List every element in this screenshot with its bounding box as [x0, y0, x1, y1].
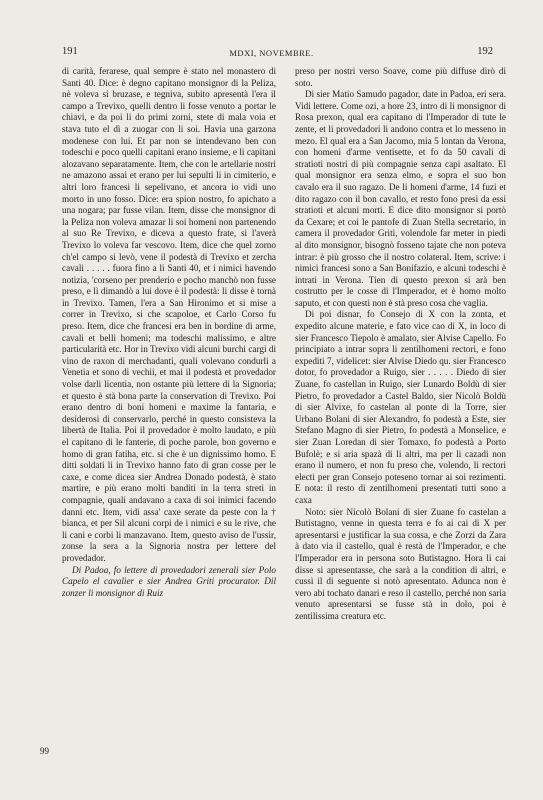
- right-paragraph-1: preso per nostri verso Soave, come più diffuse dirò di soto.: [295, 66, 506, 88]
- left-paragraph-2: Di Padoa, fo lettere di provedadori zenerali sier Polo Capelo el cavalier e sier Andrea Griti procurator. Dil zonzer li monsignor di Ruiz: [62, 564, 276, 598]
- running-title: MDXI, NOVEMBRE.: [229, 48, 314, 58]
- right-paragraph-3: Di poi disnar, fo Consejo di X con la zonta, et expedito alcune materie, e fato vice cao di X, in loco di sier Francesco Tiepolo è amalato, sier Alvise Capello. Fo principiato a intrar sopra li zentilhomeni rectori, e fono expediti 7, videlicet: sier Alvise Diedo qu. sier Francesco dotor, fo provedador a Ruigo, sier . . . . . Diedo di sier Zuane, fo castellan in Ruigo, sier Lunardo Boldù di sier Pietro, fo provedador a Castel Baldo, sier Nicolò Boldù di sier Alvixe, fo castelan al ponte di la Torre, sier Urbano Bolani di sier Alexandro, fo podestà a Este, sier Stefano Magno di sier Pietro, fo podestà a Monselice, e sier Zuan Loredan di sier Tomaxo, fo podestà a Porto Bufolè; e si aria spazà di li altri, ma per li cazadi non erano il numero, et non fu preso che, volendo, li rectori electi per gran Consejo poteseno tornar ai soi rezimenti. E nota: il resto di zentilhomeni presentati tutti sono a caxa: [295, 309, 506, 505]
- right-paragraph-2: Di sier Matio Samudo pagador, date in Padoa, eri sera. Vidi lettere. Come ozi, a hore 23, intro di li monsignor di Rosa prexon, qual era capitano di l'Imperador di tute le zente, et li provedadori li andono contra et lo messeno in mezo. El qual era a San Jacomo, mia 5 lontan da Verona, con homeni d'arme ventisette, et fo da 50 cavali di stratioti nostri di più compagnie senza capi asaltato. El qual monsignor era senza elmo, e sopra el suo bon cavalo era il suo ragazo. De li homeni d'arme, 14 fuzi et dito ragazo con il bon cavallo, et resto fono presi da essi stratioti et alcuni morti. E dice dito monsignor si portò da Cexare; et coi le pantofe di Zuan Stella secretario, in camera il provedador Griti, volendole far meter in piedi al dito monsignor, bisognò fosseno tajate che non poteva intrar: è più grosso che il nostro colateral. Item, scrive: i nimici francesi sono a San Bonifazio, e alcuni todeschi è intrati in Verona. Tien di questo prexon si arà ben costrutto per le cosse di l'Imperador, et è homo molto saputo, et con questi non è stà preso cosa che vaglia.: [295, 89, 506, 308]
- right-column: [295, 66, 506, 623]
- page-header: [40, 46, 503, 62]
- margin-line-number: 99: [40, 746, 49, 756]
- left-paragraph-1: di carità, ferarese, qual sempre è stato nel monastero di Santi 40. Dice: è degno capitano monsignor di la Peliza, nè voleva si bruzase, e tegniva, subito apresentà l'era il campo a Trevixo, quelli dentro li fosse venuto a portar le chiavi, e da poi li do primi zorni, stete di mala voia et stava tuto el dì a zuogar con li soi. Havia una garzona modenese con lui. Et par non se intendevano ben con todeschi e poco quelli capitani erano insieme, e li capitani alozavano separatamente. Item, che con le artellarie nostri ne amazono assai et erano per lui sepulti li in cimiterio, e altri loro francesi li sepelivano, et ancora io vidi uno morto in uno fosso. Dice: era spion nostro, fo apichato a una nogara; par fusse vilan. Item, disse che monsignor di la Peliza non voleva amazar li soi homeni non partenendo al suo Re Trevixo, e diceva a questo frate, si l'averà Trevixo lo voleva far vescovo. Item, dice che quel zorno ch'el campo si levò, vene il podestà di Trevixo et zercha cavali . . . . . fuora fino a li Santi 40, et i nimici havendo notizia, 'corseno per prenderio e pocho manchò non fusse preso, e lì dimandò a lui dove è il podestà: li disse è tornà in Trevixo. Tamen, l'era a San Hironimo et si mise a correr in Trevixo, si che scapoloe, et Carlo Corso fu preso. Item, dice che francesi era ben in bordine di arme, cavali et belli homeni; ma todeschi malissimo, e altre particularità etc. Hor in Trevixo vidi alcuni burchi cargi di vino de raxon di merchadanti, quali volevano condurli a Venetia et sono di vechii, et mai il podestà et provedador volse darli licentia, non ostante più lettere di la Signoria; et questo è stà bona parte la conservation di Trevixo. Poi erano dentro di boni homeni e maxime la fantaria, e desiderosi di conservarlo, perché in questo consisteva la libertà de Italia. Poi il provedador è molto laudato, e più el capitano di le fanterie, di poche parole, bon governo e homo di gran fatiha, etc. si che è un dignissimo homo. E ditti soldati li in Trevixo hanno fato di gran cosse per le caxe, e come dicea sier Andrea Donado podestà, è stato martire, e più erano molti banditi in la terra streti in compagnie, quali andavano a caxa di soi inimici facendo danni etc. Item, vidi assa' caxe serate da peste con la † bianca, et per Sil alcuni corpi de i nimici e su le rive, che li cani e corbi li manzavano. Item, questo aviso de l'ussir, zonse la sera a la Signoria nostra per lettere del provedador.: [62, 66, 276, 563]
- right-paragraph-4: Noto: sier Nicolò Bolani di sier Zuane fo castelan a Butistagno, venne in questa terra e fo ai cai di X per apresentarsi e justificar la sua cossa, e che Zorzi da Zara à dato via il castello, qual è restà de l'Imperador, e che l'Imperador era in persona soto Butistagno. Hora li cai disse si apresentasse, che sarà a la condition di altri, e cussì il di seguente si notò apresentato. Adunca non è vero abi tochato danari e reso il castello, perché non sarìa venuto apresentarsi se fusse stà in dolo, poi è zentilissima creatura etc.: [295, 506, 506, 621]
- page-number-left: 191: [62, 46, 78, 57]
- page-number-right: 192: [477, 46, 493, 57]
- left-column: [62, 66, 276, 599]
